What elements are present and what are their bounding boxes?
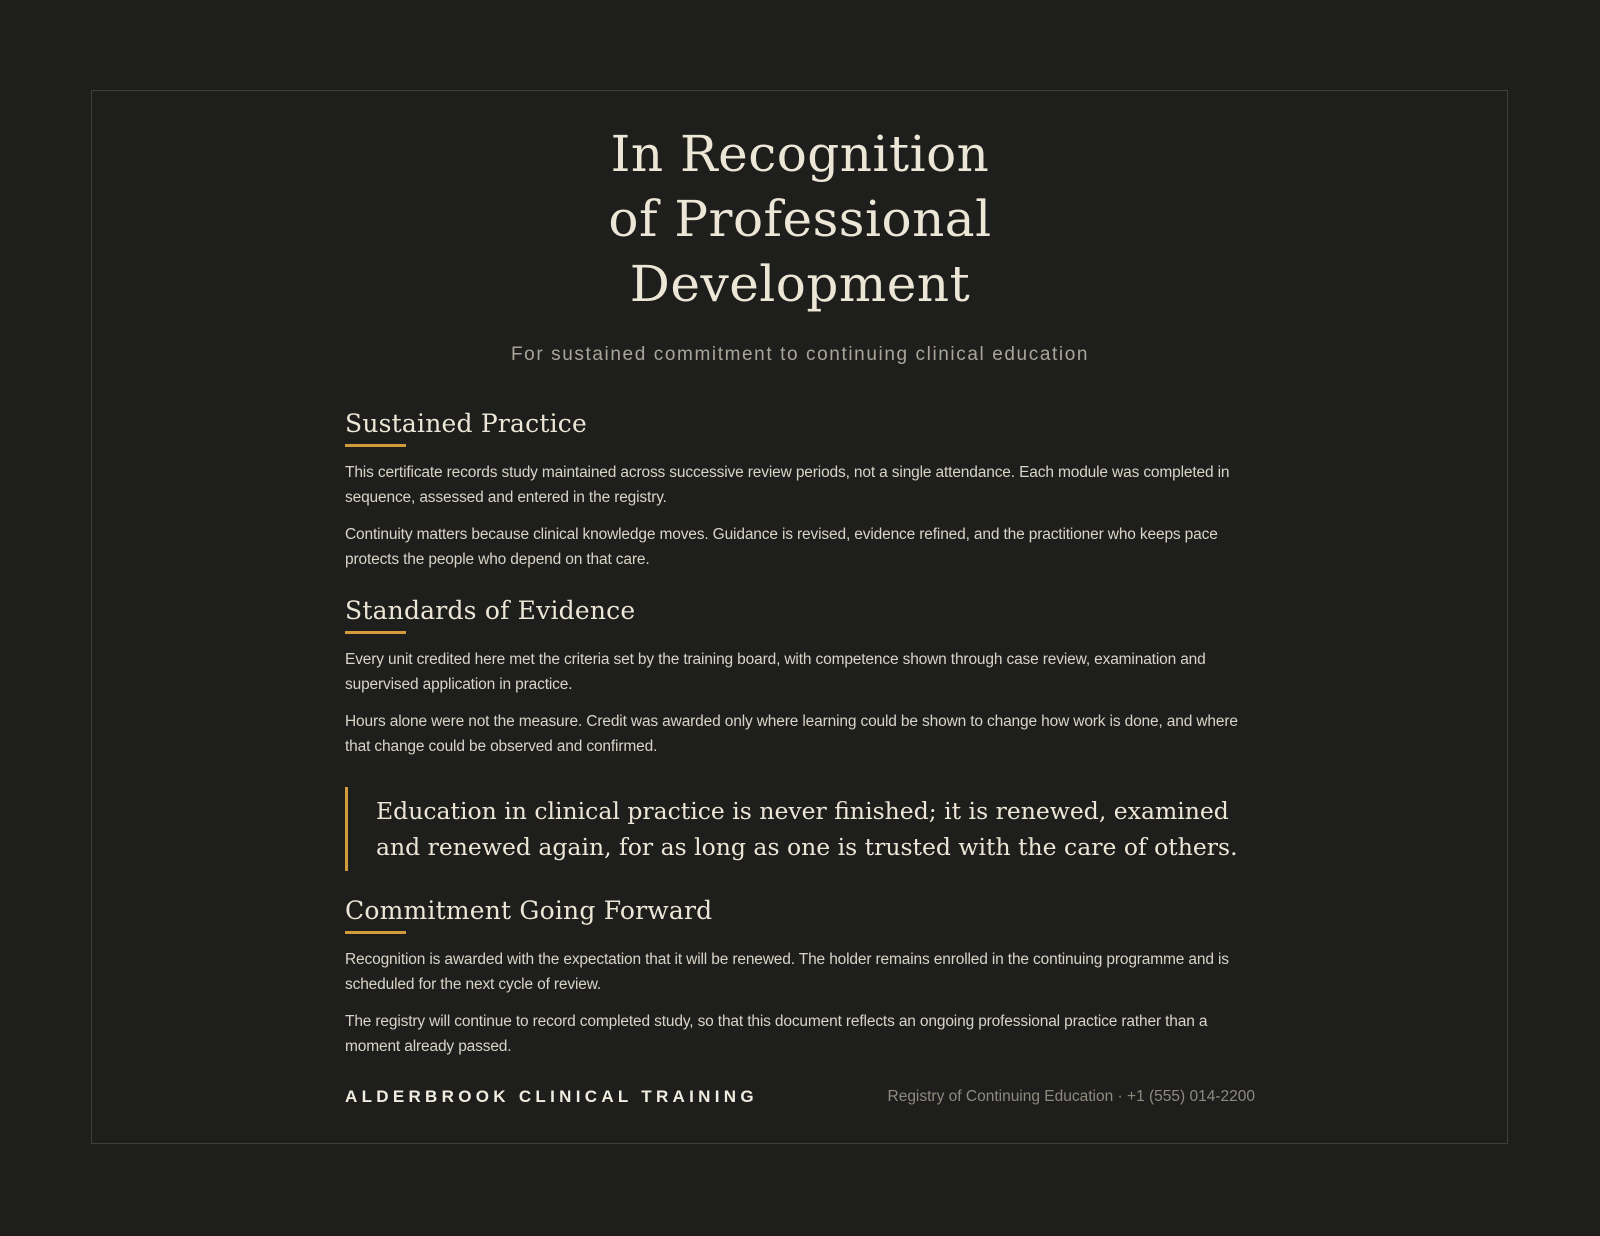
section-rule — [345, 444, 406, 447]
section-heading: Sustained Practice — [345, 409, 587, 438]
section-commitment-going-forward — [345, 895, 1255, 1059]
title-line-1: In Recognition — [610, 125, 990, 183]
certificate-title — [345, 122, 1255, 317]
section-paragraph: This certificate records study maintained across successive review periods, not a single attendance. Each module was completed in sequence, assessed and entered in the registry. — [345, 464, 1230, 506]
section-paragraph: Hours alone were not the measure. Credit was awarded only where learning could be shown to change how work is done, and where that change could be observed and confirmed. — [345, 713, 1238, 755]
section-paragraph: Continuity matters because clinical knowledge moves. Guidance is revised, evidence refined, and the practitioner who keeps pace protects the people who depend on that care. — [345, 526, 1218, 568]
certificate-footer — [345, 1085, 1255, 1109]
certificate-subtitle: For sustained commitment to continuing clinical education — [510, 344, 1090, 365]
section-paragraph: Every unit credited here met the criteria set by the training board, with competence shown through case review, examination and supervised application in practice. — [345, 651, 1206, 693]
section-heading: Standards of Evidence — [345, 596, 636, 625]
title-line-2: of Professional — [608, 190, 992, 248]
organization-name: ALDERBROOK CLINICAL TRAINING — [345, 1087, 758, 1106]
title-line-3: Development — [629, 255, 971, 313]
section-rule — [345, 631, 406, 634]
section-standards-of-evidence — [345, 595, 1255, 759]
section-rule — [345, 931, 406, 934]
registry-contact: Registry of Continuing Education · +1 (555) 014-2200 — [887, 1088, 1255, 1105]
pull-quote: Education in clinical practice is never finished; it is renewed, examined and renewed again, for as long as one is trusted with the care of others. — [345, 787, 1255, 871]
section-heading: Commitment Going Forward — [345, 896, 713, 925]
section-sustained-practice — [345, 408, 1255, 572]
section-paragraph: Recognition is awarded with the expectation that it will be renewed. The holder remains enrolled in the continuing programme and is scheduled for the next cycle of review. — [345, 951, 1229, 993]
section-paragraph: The registry will continue to record completed study, so that this document reflects an ongoing professional practice rather than a moment already passed. — [345, 1013, 1208, 1055]
certificate-content — [345, 90, 1255, 1059]
